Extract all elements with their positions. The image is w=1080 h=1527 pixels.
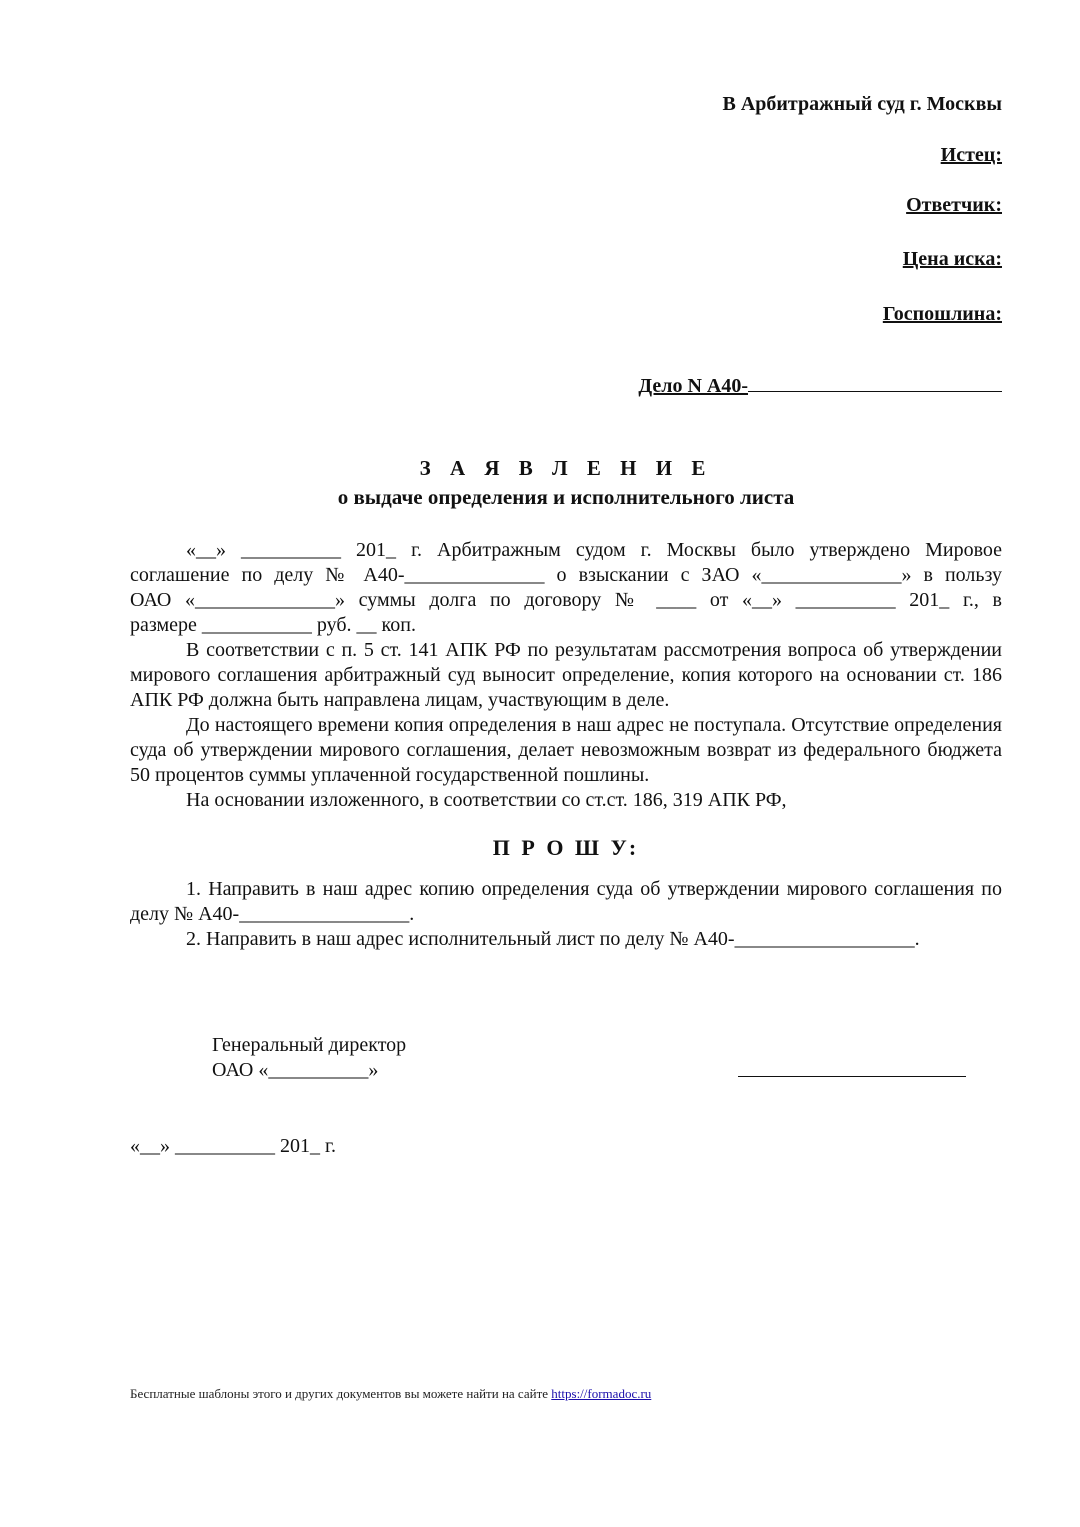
defendant-label: Ответчик:: [906, 194, 1002, 216]
court-addressee: В Арбитражный суд г. Москвы: [722, 93, 1002, 115]
request-item-1: 1. Направить в наш адрес копию определения суда об утверждении мирового соглашения по делу № А40-_________________.: [130, 878, 1002, 925]
paragraph-2: В соответствии с п. 5 ст. 141 АПК РФ по результатам рассмотрения вопроса об утверждении мирового соглашения арбитражный суд выносит определение, копия которого на основании ст. 186 АПК РФ должна быть направлена лицам, участвующим в деле.: [130, 639, 1002, 711]
request-item-2: 2. Направить в наш адрес исполнительный лист по делу № А40-__________________.: [186, 928, 920, 950]
signatory-org: ОАО «__________»: [212, 1059, 379, 1081]
footer-link[interactable]: https://formadoc.ru: [551, 1386, 652, 1401]
paragraph-4: На основании изложенного, в соответствии со ст.ст. 186, 319 АПК РФ,: [186, 789, 787, 811]
case-number-blank: [748, 391, 1002, 392]
case-number-label: Дело N А40-: [638, 375, 748, 397]
paragraph-1-line-1: «__» __________ 201_ г. Арбитражным судом г. Москвы было утверждено Мировое: [186, 539, 1002, 561]
paragraph-1-line-3: ОАО «______________» суммы долга по договору № ____ от «__» __________ 201_ г., в: [130, 589, 1002, 611]
document-title: З А Я В Л Е Н И Е: [419, 456, 713, 480]
plaintiff-label: Истец:: [940, 144, 1002, 166]
request-list: [130, 877, 1002, 952]
document-subtitle: о выдаче определения и исполнительного листа: [337, 485, 795, 509]
document-date: «__» __________ 201_ г.: [130, 1135, 336, 1157]
signature-line: [738, 1076, 966, 1077]
paragraph-1-line-4: размере ___________ руб. __ коп.: [130, 614, 416, 636]
footer-note: [130, 1386, 651, 1402]
footer-text: Бесплатные шаблоны этого и других документов вы можете найти на сайте: [130, 1386, 552, 1401]
paragraph-3: До настоящего времени копия определения в наш адрес не поступала. Отсутствие определения суда об утверждении мирового соглашения, делает невозможным возврат из федерального бюджета 50 процентов суммы уплаченной государственной пошлины.: [130, 714, 1002, 786]
state-fee-label: Госпошлина:: [882, 303, 1002, 325]
paragraph-1-line-2: соглашение по делу № А40-______________ о взыскании с ЗАО «______________» в пользу: [130, 564, 1002, 586]
request-heading: П Р О Ш У:: [492, 835, 640, 860]
statement-body: [130, 538, 1002, 813]
signatory-position: Генеральный директор: [212, 1034, 407, 1056]
case-number-line: [638, 374, 1002, 398]
claim-price-label: Цена иска:: [902, 248, 1002, 270]
